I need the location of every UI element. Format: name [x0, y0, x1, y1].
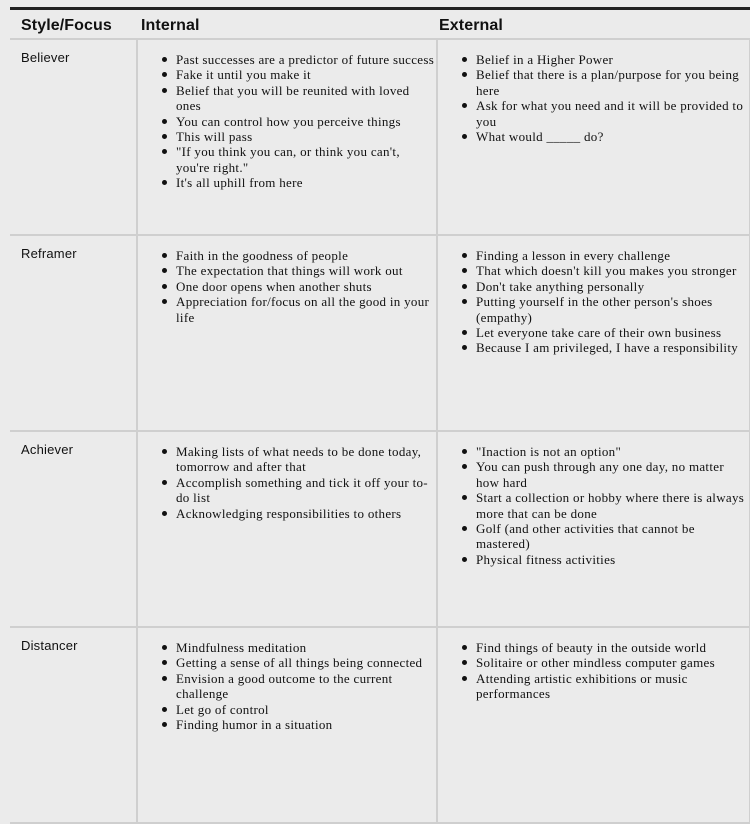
- internal-cell: [137, 235, 437, 431]
- style-name: Reframer: [21, 246, 77, 261]
- list-item: Past successes are a predictor of future success: [176, 52, 435, 67]
- list-item: Let everyone take care of their own business: [476, 325, 749, 340]
- external-cell: [437, 627, 750, 823]
- internal-list: [138, 236, 436, 325]
- table-row-reframer: [10, 235, 750, 431]
- external-cell: [437, 39, 750, 235]
- internal-cell: [137, 627, 437, 823]
- list-item: Find things of beauty in the outside world: [476, 640, 749, 655]
- internal-cell: [137, 431, 437, 627]
- list-item: Getting a sense of all things being connected: [176, 655, 436, 670]
- external-list: [438, 40, 749, 144]
- header-external: External: [439, 17, 503, 34]
- list-item: Mindfulness meditation: [176, 640, 436, 655]
- list-item: Let go of control: [176, 702, 436, 717]
- external-list: [438, 628, 749, 702]
- list-item: Physical fitness activities: [476, 552, 749, 567]
- list-item: The expectation that things will work out: [176, 263, 436, 278]
- internal-list: [138, 40, 436, 191]
- list-item: What would _____ do?: [476, 129, 749, 144]
- style-name: Achiever: [21, 442, 74, 457]
- list-item: Golf (and other activities that cannot be mastered): [476, 521, 749, 552]
- internal-list: [138, 628, 436, 732]
- external-cell: [437, 235, 750, 431]
- style-name: Believer: [21, 50, 70, 65]
- header-style-focus: Style/Focus: [21, 17, 112, 34]
- table-row-distancer: [10, 627, 750, 823]
- list-item: Attending artistic exhibitions or music performances: [476, 671, 749, 702]
- list-item: You can push through any one day, no matter how hard: [476, 459, 749, 490]
- list-item: Finding a lesson in every challenge: [476, 248, 749, 263]
- style-cell: [10, 431, 137, 627]
- external-cell: [437, 431, 750, 627]
- internal-cell: [137, 39, 437, 235]
- list-item: Envision a good outcome to the current challenge: [176, 671, 436, 702]
- list-item: One door opens when another shuts: [176, 279, 436, 294]
- list-item: Appreciation for/focus on all the good in your life: [176, 294, 436, 325]
- table-body: [10, 39, 750, 823]
- list-item: That which doesn't kill you makes you stronger: [476, 263, 749, 278]
- external-list: [438, 236, 749, 356]
- list-item: "If you think you can, or think you can't, you're right.": [176, 144, 436, 175]
- list-item: Fake it until you make it: [176, 67, 436, 82]
- list-item: Acknowledging responsibilities to others: [176, 506, 436, 521]
- coping-style-table: [10, 15, 750, 824]
- list-item: Belief that there is a plan/purpose for you being here: [476, 67, 749, 98]
- top-double-rule: [10, 7, 750, 10]
- list-item: Because I am privileged, I have a responsibility: [476, 340, 749, 355]
- style-cell: [10, 235, 137, 431]
- list-item: Accomplish something and tick it off your to-do list: [176, 475, 436, 506]
- style-cell: [10, 627, 137, 823]
- list-item: Don't take anything personally: [476, 279, 749, 294]
- list-item: Start a collection or hobby where there is always more that can be done: [476, 490, 749, 521]
- style-cell: [10, 39, 137, 235]
- list-item: Faith in the goodness of people: [176, 248, 436, 263]
- style-name: Distancer: [21, 638, 78, 653]
- list-item: Making lists of what needs to be done today, tomorrow and after that: [176, 444, 436, 475]
- table-header-row: [10, 15, 750, 39]
- list-item: Ask for what you need and it will be provided to you: [476, 98, 749, 129]
- list-item: "Inaction is not an option": [476, 444, 749, 459]
- list-item: Belief in a Higher Power: [476, 52, 749, 67]
- internal-list: [138, 432, 436, 521]
- list-item: This will pass: [176, 129, 436, 144]
- list-item: Finding humor in a situation: [176, 717, 436, 732]
- table-row-believer: [10, 39, 750, 235]
- list-item: It's all uphill from here: [176, 175, 436, 190]
- header-internal: Internal: [141, 17, 200, 34]
- list-item: Belief that you will be reunited with loved ones: [176, 83, 436, 114]
- list-item: Solitaire or other mindless computer games: [476, 655, 749, 670]
- table-row-achiever: [10, 431, 750, 627]
- list-item: You can control how you perceive things: [176, 114, 436, 129]
- external-list: [438, 432, 749, 567]
- list-item: Putting yourself in the other person's shoes (empathy): [476, 294, 749, 325]
